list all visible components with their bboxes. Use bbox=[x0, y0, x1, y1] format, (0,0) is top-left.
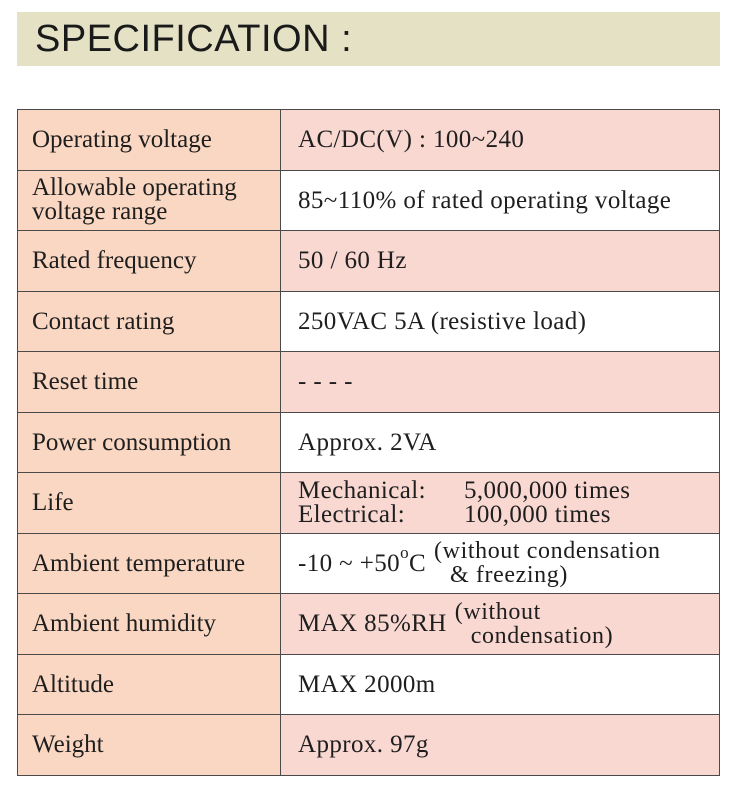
life-mechanical-key: Mechanical: bbox=[298, 476, 426, 504]
weight-label: Weight bbox=[18, 715, 281, 776]
table-row bbox=[18, 110, 720, 171]
rated-frequency-value: 50 / 60 Hz bbox=[281, 231, 720, 292]
life-electrical-key: Electrical: bbox=[298, 500, 406, 528]
ambient-temperature-note: (without condensation & freezing) bbox=[434, 538, 661, 589]
rated-frequency-label: Rated frequency bbox=[18, 231, 281, 292]
table-row bbox=[18, 412, 720, 473]
altitude-value: MAX 2000m bbox=[281, 654, 720, 715]
specification-table bbox=[17, 109, 720, 776]
table-row bbox=[18, 291, 720, 352]
life-label: Life bbox=[18, 473, 281, 534]
ambient-humidity-value bbox=[281, 594, 720, 655]
page-title: SPECIFICATION : bbox=[35, 18, 353, 60]
life-mechanical-value: 5,000,000 times bbox=[464, 476, 631, 504]
table-row bbox=[18, 715, 720, 776]
operating-voltage-value: AC/DC(V) : 100~240 bbox=[281, 110, 720, 171]
life-value bbox=[281, 473, 720, 534]
table-row bbox=[18, 654, 720, 715]
operating-voltage-label: Operating voltage bbox=[18, 110, 281, 171]
ambient-humidity-main: MAX 85%RH bbox=[298, 610, 447, 638]
table-row bbox=[18, 170, 720, 231]
life-mechanical bbox=[298, 476, 719, 504]
table-row bbox=[18, 533, 720, 594]
life-electrical bbox=[298, 500, 719, 528]
voltage-range-label bbox=[18, 170, 281, 231]
table-row bbox=[18, 231, 720, 292]
table-row bbox=[18, 352, 720, 413]
weight-value: Approx. 97g bbox=[281, 715, 720, 776]
table-row bbox=[18, 594, 720, 655]
ambient-humidity-note: (without condensation) bbox=[454, 598, 614, 649]
voltage-range-label-line1: Allowable operating bbox=[32, 174, 237, 202]
ambient-temperature-value bbox=[281, 533, 720, 594]
contact-rating-value: 250VAC 5A (resistive load) bbox=[281, 291, 720, 352]
ambient-humidity-label: Ambient humidity bbox=[18, 594, 281, 655]
voltage-range-value: 85~110% of rated operating voltage bbox=[281, 170, 720, 231]
contact-rating-label: Contact rating bbox=[18, 291, 281, 352]
ambient-temperature-label: Ambient temperature bbox=[18, 533, 281, 594]
degree-symbol: o bbox=[400, 543, 409, 563]
voltage-range-label-line2: voltage range bbox=[32, 198, 168, 226]
reset-time-value: - - - - bbox=[281, 352, 720, 413]
reset-time-label: Reset time bbox=[18, 352, 281, 413]
table-row bbox=[18, 473, 720, 534]
altitude-label: Altitude bbox=[18, 654, 281, 715]
ambient-temperature-range: -10 ~ $+50^oC$ bbox=[298, 543, 427, 577]
life-electrical-value: 100,000 times bbox=[464, 500, 611, 528]
title-bar bbox=[17, 12, 720, 66]
power-consumption-label: Power consumption bbox=[18, 412, 281, 473]
power-consumption-value: Approx. 2VA bbox=[281, 412, 720, 473]
